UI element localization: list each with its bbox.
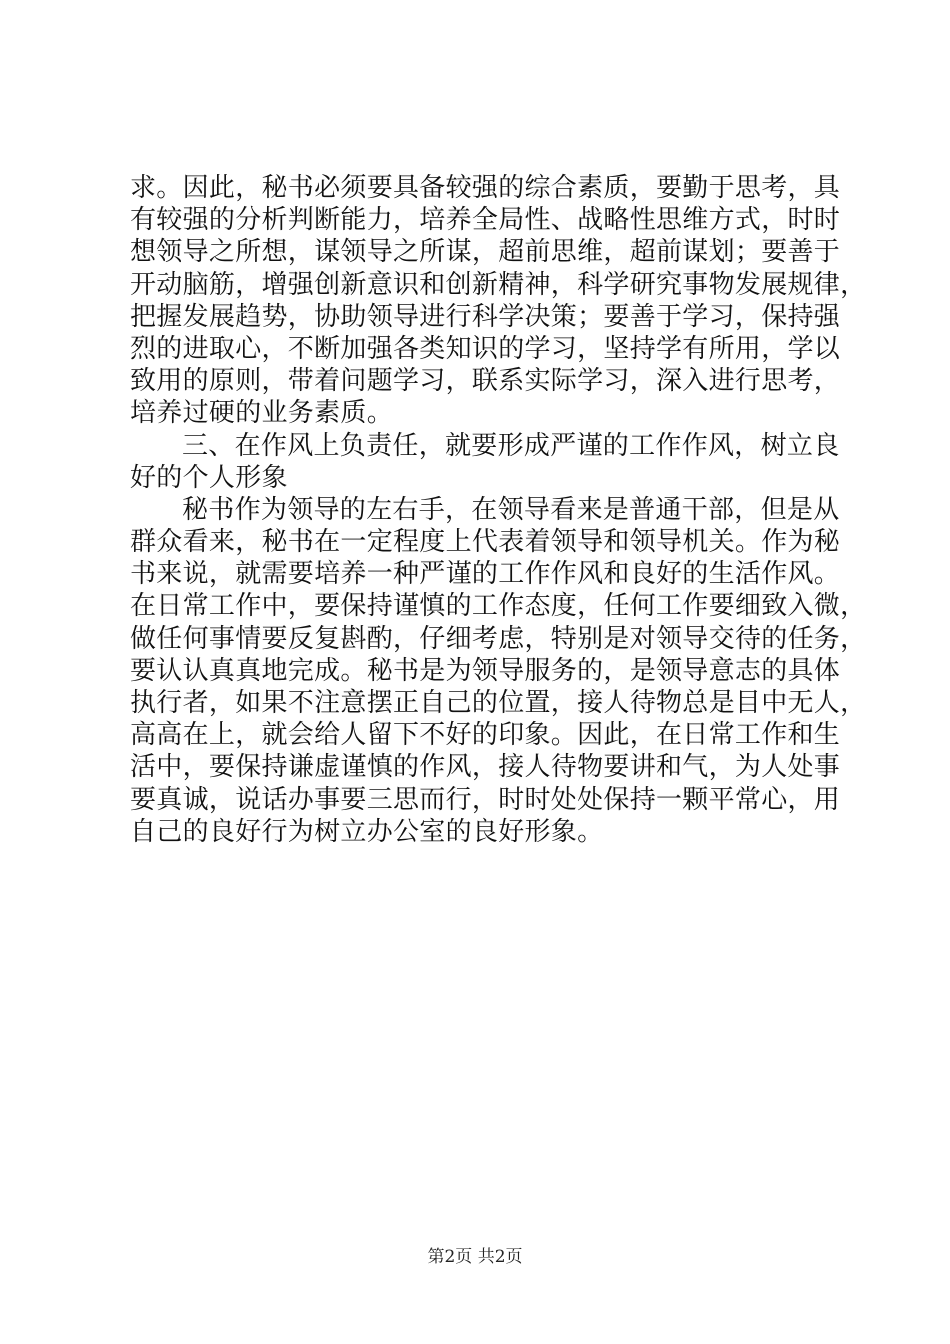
text-line: 秘书作为领导的左右手，在领导看来是普通干部，但是从 <box>182 494 840 525</box>
text-line: 执行者，如果不注意摆正自己的位置，接人待物总是目中无人， <box>130 688 867 718</box>
text-line: 群众看来，秘书在一定程度上代表着领导和领导机关。作为秘 <box>130 527 841 558</box>
paragraph <box>130 430 840 494</box>
text-line: 在日常工作中，要保持谨慎的工作态度，任何工作要细致入微， <box>130 591 867 622</box>
text-line: 想领导之所想，谋领导之所谋，超前思维，超前谋划；要善于 <box>130 237 841 268</box>
text-line: 求。因此，秘书必须要具备较强的综合素质，要勤于思考，具 <box>130 173 841 203</box>
text-line: 把握发展趋势，协助领导进行科学决策；要善于学习，保持强 <box>130 301 841 332</box>
text-line: 高高在上，就会给人留下不好的印象。因此，在日常工作和生 <box>130 720 841 751</box>
text-line: 好的个人形象 <box>130 462 288 493</box>
paragraph <box>130 172 867 430</box>
page-footer: 第2页 共2页 <box>427 1247 523 1267</box>
text-line: 书来说，就需要培养一种严谨的工作作风和良好的生活作风。 <box>130 559 841 590</box>
text-line: 活中，要保持谦虚谨慎的作风，接人待物要讲和气，为人处事 <box>130 752 841 783</box>
text-line: 要认认真真地完成。秘书是为领导服务的，是领导意志的具体 <box>130 655 841 686</box>
text-line: 要真诚，说话办事要三思而行，时时处处保持一颗平常心，用 <box>130 784 841 815</box>
text-line: 有较强的分析判断能力，培养全局性、战略性思维方式，时时 <box>130 205 841 236</box>
text-line: 做任何事情要反复斟酌，仔细考虑，特别是对领导交待的任务， <box>130 623 867 654</box>
paragraph <box>130 494 867 848</box>
text-line: 烈的进取心，不断加强各类知识的学习，坚持学有所用，学以 <box>130 333 841 364</box>
text-line: 三、在作风上负责任，就要形成严谨的工作作风，树立良 <box>182 430 840 461</box>
text-line: 培养过硬的业务素质。 <box>130 398 394 429</box>
text-line: 自己的良好行为树立办公室的良好形象。 <box>130 816 604 847</box>
document-body <box>130 172 867 848</box>
text-line: 开动脑筋，增强创新意识和创新精神，科学研究事物发展规律， <box>130 269 867 300</box>
text-line: 致用的原则，带着问题学习，联系实际学习，深入进行思考， <box>130 366 841 397</box>
